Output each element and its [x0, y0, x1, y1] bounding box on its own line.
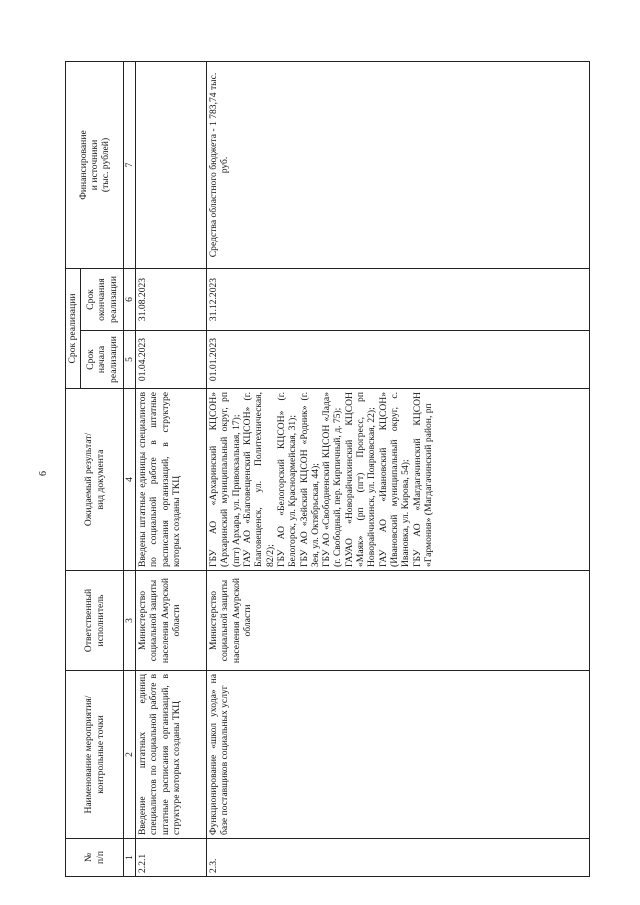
header-period: Срок реализации	[66, 268, 81, 388]
header-financing: Финансирование и источники (тыс. рублей)	[66, 61, 124, 268]
column-number-row	[124, 61, 136, 876]
column-number: 2	[124, 671, 136, 839]
table-row	[136, 61, 207, 876]
header-name: Наименование мероприятия/ контрольные точки	[66, 671, 124, 839]
header-start: Срок начала реализации	[81, 331, 124, 389]
header-executor: Ответственный исполнитель	[66, 571, 124, 671]
row-result: ГБУ АО «Архаринский КЦСОН» (Архаринский муниципальный округ, рп (пгт) Архара, ул. Привокзальная, 17); ГАУ АО «Благовещенский КЦСОН» (г. Благовещенск, ул. Политехническая, 82/2); ГБУ АО «Белогорский КЦСОН» (г. Белогорск, ул. Красноармейская, 31); ГБУ АО «Зейский КЦСОН «Родник» (г. Зея, ул. Октябрьская, 44); ГБУ АО «Свободненский КЦСОН «Лада» (г. Свободный, пер. Кирпичный, д. 75); ГАУАО «Новорайчихинский КЦСОН «Маяк» (рп (пгт) Прогресс, рп Новорайчихинск, ул. Поярковская, 22); ГАУ АО «Ивановский КЦСОН» (Ивановский муниципальный округ, с. Ивановка, ул. Кирова, 54); ГБУ АО «Магдагачинский КЦСОН «Гармония» (Магдагачинский район, рп	[207, 389, 590, 571]
row-name: Функционирование «школ ухода» на базе поставщиков социальных услуг	[207, 671, 590, 839]
row-name: Введение штатных единиц специалистов по социальной работе в штатные расписания организаций, в структуре которых созданы ТКЦ	[136, 671, 207, 839]
header-end: Срок окончания реализации	[81, 268, 124, 330]
row-executor: Министерство социальной защиты населения Амурской области	[136, 571, 207, 671]
row-num: 2.2.1	[136, 839, 207, 877]
column-number: 3	[124, 571, 136, 671]
row-end: 31.08.2023	[136, 268, 207, 330]
row-financing: Средства областного бюджета - 1 783,74 тыс. руб.	[207, 61, 590, 268]
header-result: Ожидаемый результат/ вид документа	[66, 389, 124, 571]
row-num: 2.3.	[207, 839, 590, 877]
column-number: 4	[124, 389, 136, 571]
table-row	[207, 61, 590, 876]
row-end: 31.12.2023	[207, 268, 590, 330]
column-number: 1	[124, 839, 136, 877]
row-start: 01.01.2023	[207, 331, 590, 389]
plan-table	[65, 61, 590, 877]
page-number: 6	[38, 471, 49, 476]
column-number: 7	[124, 61, 136, 268]
column-number: 6	[124, 268, 136, 330]
row-financing	[136, 61, 207, 268]
row-start: 01.04.2023	[136, 331, 207, 389]
row-result: Введены штатные единицы специалистов по социальной работе в штатные расписания организаций, в структуре которых созданы ТКЦ	[136, 389, 207, 571]
header-num: № п/п	[66, 839, 124, 877]
column-number: 5	[124, 331, 136, 389]
rotated-table-container	[65, 62, 590, 877]
row-executor: Министерство социальной защиты населения Амурской области	[207, 571, 590, 671]
